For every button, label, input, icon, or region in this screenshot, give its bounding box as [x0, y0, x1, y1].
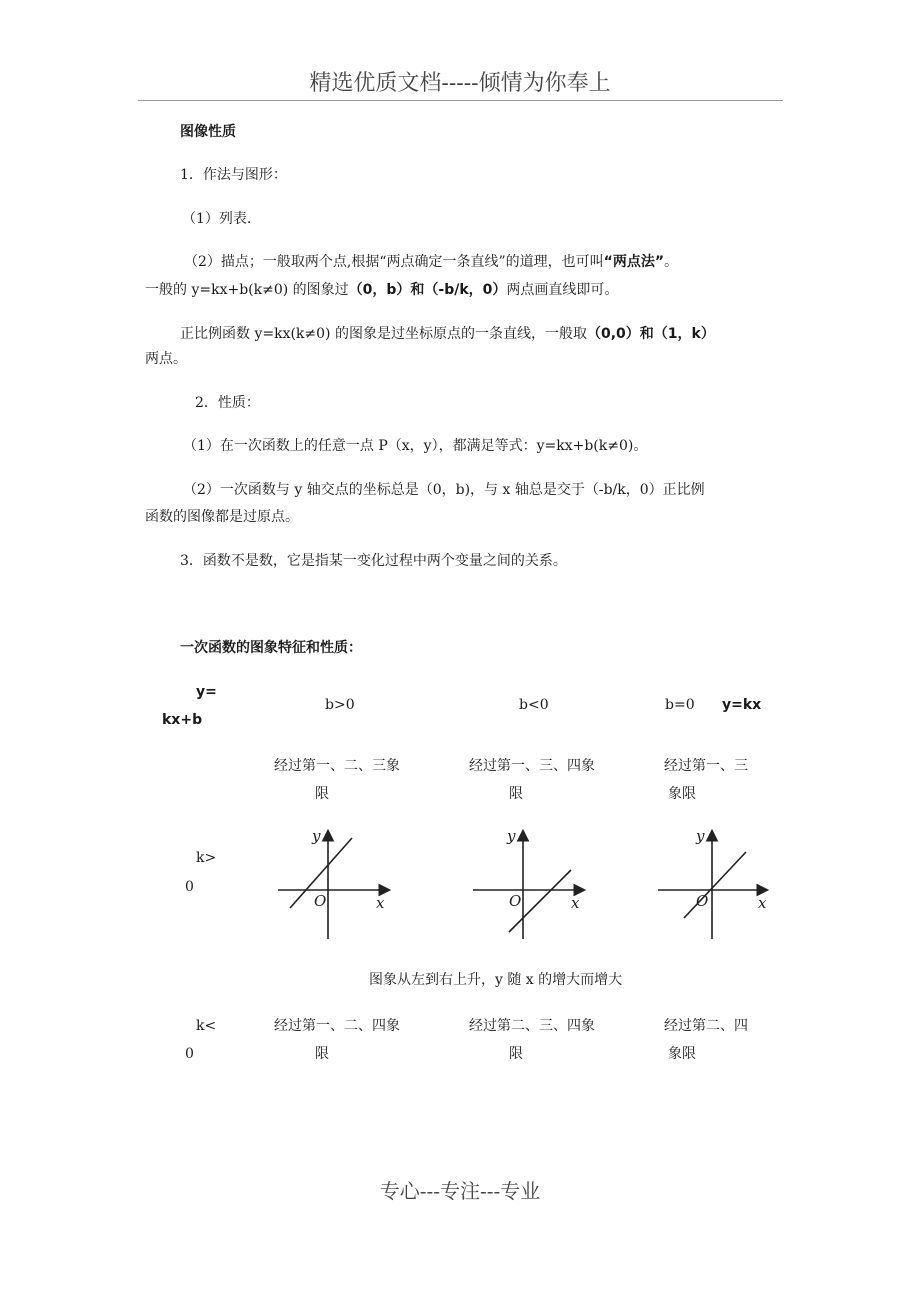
k-neg-b-pos-quadrants-line2: 限 — [315, 1046, 329, 1062]
k-neg-b-neg-quadrants-line1: 经过第二、三、四象 — [469, 1018, 595, 1034]
item-1-2-period: 。 — [664, 254, 679, 270]
item-1-2-plot-line2 — [145, 280, 618, 300]
k-pos-b-neg-quadrants-line1: 经过第一、三、四象 — [469, 758, 595, 774]
origin-label: O — [509, 892, 522, 910]
header-divider — [138, 100, 783, 101]
graph-k-pos-b-pos — [268, 824, 398, 944]
proportional-function-line1 — [180, 324, 715, 344]
k-neg-b-neg-quadrants-line2: 限 — [509, 1046, 523, 1062]
function-line — [684, 852, 746, 918]
item-1-2-plot-text: （2）描点；一般取两个点,根据“两点确定一条直线”的道理，也可叫 — [184, 254, 604, 270]
row-label-k-positive-line2: 0 — [185, 879, 194, 895]
proportional-function-points: （0,0）和（1，k） — [586, 326, 715, 342]
item-2-2-intercepts-line2: 函数的图像都是过原点。 — [145, 509, 299, 525]
proportional-function-line2: 两点。 — [145, 351, 187, 367]
k-neg-b-zero-quadrants-line2: 象限 — [668, 1046, 696, 1062]
column-header-y-equals-kx: y=kx — [722, 697, 762, 713]
x-axis-label: x — [376, 894, 385, 912]
item-2-1-any-point: （1）在一次函数上的任意一点 P（x，y），都满足等式：y=kx+b(k≠0)。 — [183, 438, 648, 454]
y-axis-label: y — [507, 827, 516, 845]
k-pos-b-zero-quadrants-line1: 经过第一、三 — [664, 758, 748, 774]
column-header-b-positive: b>0 — [325, 697, 355, 713]
k-pos-b-pos-quadrants-line2: 限 — [315, 786, 329, 802]
column-header-b-zero: b=0 — [665, 697, 695, 713]
item-2-properties: 2．性质： — [195, 395, 260, 411]
y-axis-label: y — [312, 827, 321, 845]
general-linear-tail: 两点画直线即可。 — [506, 282, 619, 298]
y-axis-label: y — [696, 827, 705, 845]
graph-k-pos-b-zero — [650, 824, 770, 944]
row-label-k-negative-line2: 0 — [185, 1046, 194, 1062]
origin-label: O — [696, 892, 709, 910]
two-point-method-term: “两点法” — [603, 254, 665, 270]
k-pos-b-zero-quadrants-line2: 象限 — [668, 786, 696, 802]
item-1-2-plot-line1 — [184, 252, 678, 272]
origin-label: O — [314, 892, 327, 910]
row-label-k-positive-line1: k> — [196, 850, 217, 866]
k-pos-b-pos-quadrants-line1: 经过第一、二、三象 — [274, 758, 400, 774]
x-axis-label: x — [571, 894, 580, 912]
item-1-1-tabulate-text: （1）列表. — [182, 211, 252, 227]
x-axis-label: x — [758, 894, 767, 912]
k-neg-b-pos-quadrants-line1: 经过第一、二、四象 — [274, 1018, 400, 1034]
page-header-title: 精选优质文档-----倾情为你奉上 — [309, 71, 611, 96]
general-linear-text: 一般的 y=kx+b(k≠0) 的图象过 — [145, 282, 349, 298]
k-positive-increasing-note: 图象从左到右上升，y 随 x 的增大而增大 — [369, 972, 623, 988]
k-neg-b-zero-quadrants-line1: 经过第二、四 — [664, 1018, 748, 1034]
general-linear-points: （0，b）和（-b/k，0） — [348, 282, 507, 298]
item-3-function-definition: 3．函数不是数，它是指某一变化过程中两个变量之间的关系。 — [180, 553, 567, 569]
table-corner-line1: y= — [196, 684, 217, 700]
item-1-method: 1．作法与图形： — [180, 167, 287, 183]
proportional-function-text: 正比例函数 y=kx(k≠0) 的图象是过坐标原点的一条直线，一般取 — [180, 326, 587, 342]
page-footer: 专心---专注---专业 — [379, 1179, 541, 1203]
section-heading-linear-features: 一次函数的图象特征和性质： — [180, 640, 362, 656]
column-header-b-negative: b<0 — [519, 697, 549, 713]
k-pos-b-neg-quadrants-line2: 限 — [509, 786, 523, 802]
item-2-2-intercepts-line1: （2）一次函数与 y 轴交点的坐标总是（0，b)，与 x 轴总是交于（-b/k，0）正比例 — [183, 482, 705, 498]
section-heading-graph-properties: 图像性质 — [180, 124, 236, 140]
table-corner-line2: kx+b — [162, 712, 203, 728]
graph-k-pos-b-neg — [463, 824, 593, 944]
row-label-k-negative-line1: k< — [196, 1018, 217, 1034]
